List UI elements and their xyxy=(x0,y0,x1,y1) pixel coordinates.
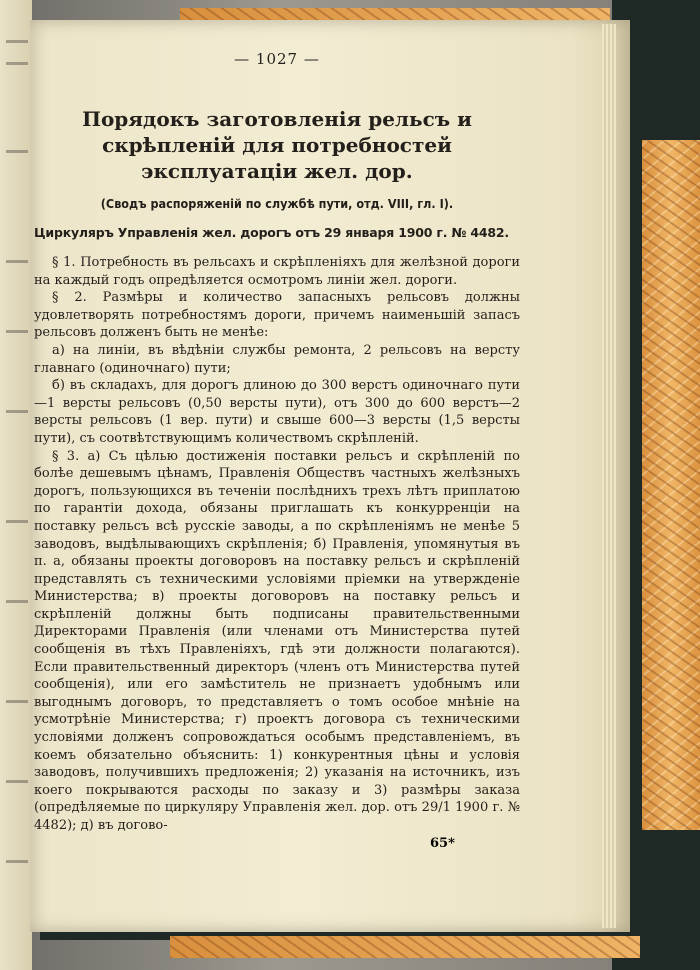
page-block-edge xyxy=(602,24,616,928)
facing-page-text-fragment xyxy=(6,410,28,413)
facing-page-text-fragment xyxy=(6,780,28,783)
paragraph-section-1: § 1. Потребность въ рельсахъ и скрѣпленіяхъ для желѣзной дороги на каждый годъ опредѣляется осмотромъ линіи жел. дороги. xyxy=(34,255,520,288)
facing-page-text-fragment xyxy=(6,40,28,43)
book-cover-bottom-edge xyxy=(170,936,640,958)
facing-page-text-fragment xyxy=(6,62,28,65)
facing-page-text-fragment xyxy=(6,260,28,263)
facing-page-text-fragment xyxy=(6,150,28,153)
paragraph-section-2b: б) въ складахъ, для дорогъ длиною до 300 верстъ одиночнаго пути—1 версты рельсовъ (0,50 версты пути), отъ 300 до 600 верстъ—2 версты рельсовъ (1 вер. пути) и свыше 600—3 версты (1,5 версты пути), съ соотвѣтствующимъ количествомъ скрѣпленій. xyxy=(34,378,520,446)
facing-page-text-fragment xyxy=(6,520,28,523)
page-number: — 1027 — xyxy=(234,50,320,68)
paragraph-section-3: § 3. а) Съ цѣлью достиженія поставки рельсъ и скрѣпленій по болѣе дешевымъ цѣнамъ, Правленія Обществъ частныхъ желѣзныхъ дорогъ, пользующихся въ теченіи послѣднихъ трехъ лѣтъ приплатою по гарантіи дохода, обязаны приглашать къ конкурренціи на поставку рельсъ всѣ русскіе заводы, а по скрѣпленіямъ не менѣе 5 заводовъ, выдѣлывающихъ скрѣпленія; б) Правленія, упомянутыя въ п. а, обязаны проекты договоровъ на поставку рельсъ и скрѣпленій представлять съ техническими условіями пріемки на утвержденіе Министерства; в) проекты договоровъ на поставку рельсъ и скрѣпленій должны быть подписаны правительственными Директорами Правленія (или членами отъ Министерства путей сообщенія въ тѣхъ Правленіяхъ, гдѣ эти должности полагаются). Если правительственный директоръ (членъ отъ Министерства путей сообщенія), или его замѣститель не признаетъ удобнымъ или выгоднымъ договоръ, то представляетъ о томъ особое мнѣніе на усмотрѣніе Министерства; г) проектъ договора съ техническими условіями долженъ сопровождаться особымъ представленіемъ, въ коемъ обязательно объяснить: 1) конкурентныя цѣны и условія заводовъ, получившихъ предложенія; 2) указанія на источникъ, изъ коего покрываются расходы по заказу и 3) размѣры заказа (опредѣляемые по циркуляру Управленія жел. дор. отъ 29/1 1900 г. № 4482); д) въ догово- xyxy=(34,448,520,833)
signature-mark: 65* xyxy=(430,836,455,851)
paragraph-section-2: § 2. Размѣры и количество запасныхъ рельсовъ должны удовлетворять потребностямъ дороги, причемъ наименьшій запасъ рельсовъ долженъ быть не менѣе: xyxy=(34,290,520,341)
source-reference: (Сводъ распоряженій по службѣ пути, отд. VIII, гл. I). xyxy=(100,196,454,211)
paragraph-section-2a: а) на линіи, въ вѣдѣніи службы ремонта, 2 рельсовъ на версту главнаго (одиночнаго) пути; xyxy=(34,342,520,376)
circular-reference: Циркуляръ Управленія жел. дорогъ отъ 29 января 1900 г. № 4482. xyxy=(34,225,509,240)
facing-page-edge xyxy=(0,0,32,970)
facing-page-text-fragment xyxy=(6,700,28,703)
facing-page-text-fragment xyxy=(6,600,28,603)
facing-page-text-fragment xyxy=(6,330,28,333)
page-content xyxy=(34,50,520,835)
page-title: Порядокъ заготовленія рельсъ и скрѣпленій для потребностей эксплуатаціи жел. дор. xyxy=(82,107,472,183)
leather-corner-texture xyxy=(642,140,700,830)
facing-page-text-fragment xyxy=(6,860,28,863)
